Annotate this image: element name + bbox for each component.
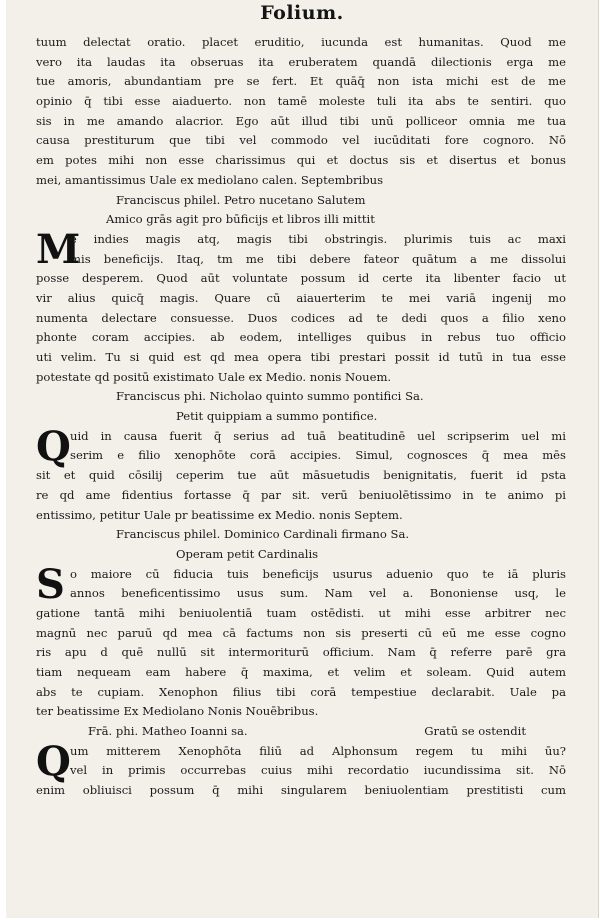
- text-line: numenta delectare consuesse. Duos codices ad te dedi quos a filio xeno: [36, 310, 566, 325]
- text-line: re qd ame fidentius fortasse q̄ par sit. verū beniuolētissimo in te animo pi: [36, 487, 566, 502]
- paragraph: [36, 560, 566, 608]
- text-line: um mitterem Xenophōta filiū ad Alphonsum regem tu mihi ūu?: [70, 743, 566, 758]
- letter-heading-right: Gratū se ostendit: [424, 724, 526, 739]
- letter-summary: Amico grās agit pro būficijs et libros illi mittit: [106, 212, 375, 227]
- text-line: vero ita laudas ita obseruas ita eruberatem quandā dilectionis erga me: [36, 54, 566, 69]
- text-line: tuum delectat oratio. placet eruditio, iucunda est humanitas. Quod me: [36, 35, 566, 49]
- drop-initial: S: [36, 560, 65, 608]
- text-line: vir alius quicq̄ magis. Quare cū aiauerterim te mei variā ingenij mo: [36, 290, 566, 305]
- text-line: vel in primis occurrebas cuius mihi recordatio iucundissima sit. Nō: [70, 763, 566, 778]
- text-line: gatione tantā mihi beniuolentiā tuam ostēdisti. ut mihi esse arbitrer nec: [36, 605, 566, 620]
- letter-heading: Franciscus phi. Nicholao quinto summo pontifici Sa.: [116, 389, 424, 404]
- letter-heading: Franciscus philel. Petro nucetano Salutem: [116, 192, 366, 207]
- text-line: serim e filio xenophōte corā accipies. Simul, cognosces q̄ mea mēs: [70, 448, 566, 463]
- text-line: annos beneficentissimo usus sum. Nam vel a. Bononiense usq, le: [70, 586, 566, 601]
- text-line: phonte coram accipies. ab eodem, intelliges quibus in rebus tuo officio: [36, 330, 566, 345]
- letter-summary: Petit quippiam a summo pontifice.: [176, 409, 378, 424]
- text-line: potestate qd positū existimato Uale ex Medio. nonis Nouem.: [36, 369, 392, 384]
- text-line: abs te cupiam. Xenophon filius tibi corā tempestiue declarabit. Uale pa: [36, 684, 566, 699]
- letter-summary: Operam petit Cardinalis: [176, 546, 319, 561]
- text-line: e indies magis atq, magis tibi obstringis. plurimis tuis ac maxi: [70, 231, 566, 246]
- paragraph: [36, 737, 566, 785]
- text-line: uti velim. Tu si quid est qd mea opera tibi prestari possit id tutū in tua esse: [36, 350, 566, 364]
- text-line: magnū nec paruū qd mea cā factums non sis preserti cū eū me esse cogno: [36, 625, 566, 640]
- drop-initial: M: [36, 225, 81, 273]
- text-line: posse desperem. Quod aūt voluntate possum id certe ita libenter facio ut: [36, 271, 566, 286]
- letter-heading: [36, 722, 566, 742]
- text-line: enim obliuisci possum q̄ mihi singularem beniuolentiam prestitisti cum: [36, 783, 566, 798]
- text-line: opinio q̄ tibi esse aiaduerto. non tamē moleste tuli ita abs te sentiri. quo: [36, 94, 566, 109]
- folio-header: Folium.: [260, 2, 344, 24]
- text-line: em potes mihi non esse charissimus qui et doctus sis et disertus et bonus: [36, 153, 566, 168]
- text-line: o maiore cū fiducia tuis beneficijs usurus aduenio quo te iā pluris: [70, 566, 566, 581]
- text-line: entissimo, petitur Uale pr beatissime ex Medio. nonis Septem.: [36, 507, 403, 522]
- letter-heading-left: Frā. phi. Matheo Ioanni sa.: [88, 724, 248, 739]
- text-line: mis beneficijs. Itaq, tm me tibi debere fateor quātum a me dissolui: [70, 251, 566, 266]
- text-line: sit et quid cōsilij ceperim tue aūt māsuetudis benignitatis, fuerit id pstа: [36, 468, 566, 483]
- drop-initial: Q: [36, 422, 71, 470]
- text-line: sis in me amando alacrior. Ego aūt illud tibi unū polliceor omnia me tua: [36, 113, 566, 128]
- text-line: causa prestiturum que tibi vel commodo vel iucūditati fore cognoro. Nō: [36, 133, 566, 148]
- text-line: tue amoris, abundantiam pre se fert. Et quāq̄ non ista michi est de me: [36, 74, 566, 89]
- paragraph: [36, 422, 566, 470]
- text-line: uid in causa fuerit q̄ serius ad tuā beatitudinē uel scripserim uel mi: [70, 428, 566, 443]
- text-line: ris apu d quē nullū sit intermoriturū officium. Nam q̄ referre parē gra: [36, 645, 566, 660]
- paragraph: [36, 225, 566, 273]
- text-line: tiam nequeam eam habere q̄ maxima, et velim et soleam. Quid autem: [36, 665, 566, 679]
- text-line: mei, amantissimus Uale ex mediolano calen. Septembribus: [36, 172, 384, 187]
- text-block: [36, 33, 566, 801]
- drop-initial: Q: [36, 737, 71, 785]
- book-page: [6, 0, 599, 918]
- letter-heading: Franciscus philel. Dominico Cardinali firmano Sa.: [116, 527, 410, 542]
- text-line: ter beatissime Ex Mediolano Nonis Nouēbribus.: [36, 704, 319, 719]
